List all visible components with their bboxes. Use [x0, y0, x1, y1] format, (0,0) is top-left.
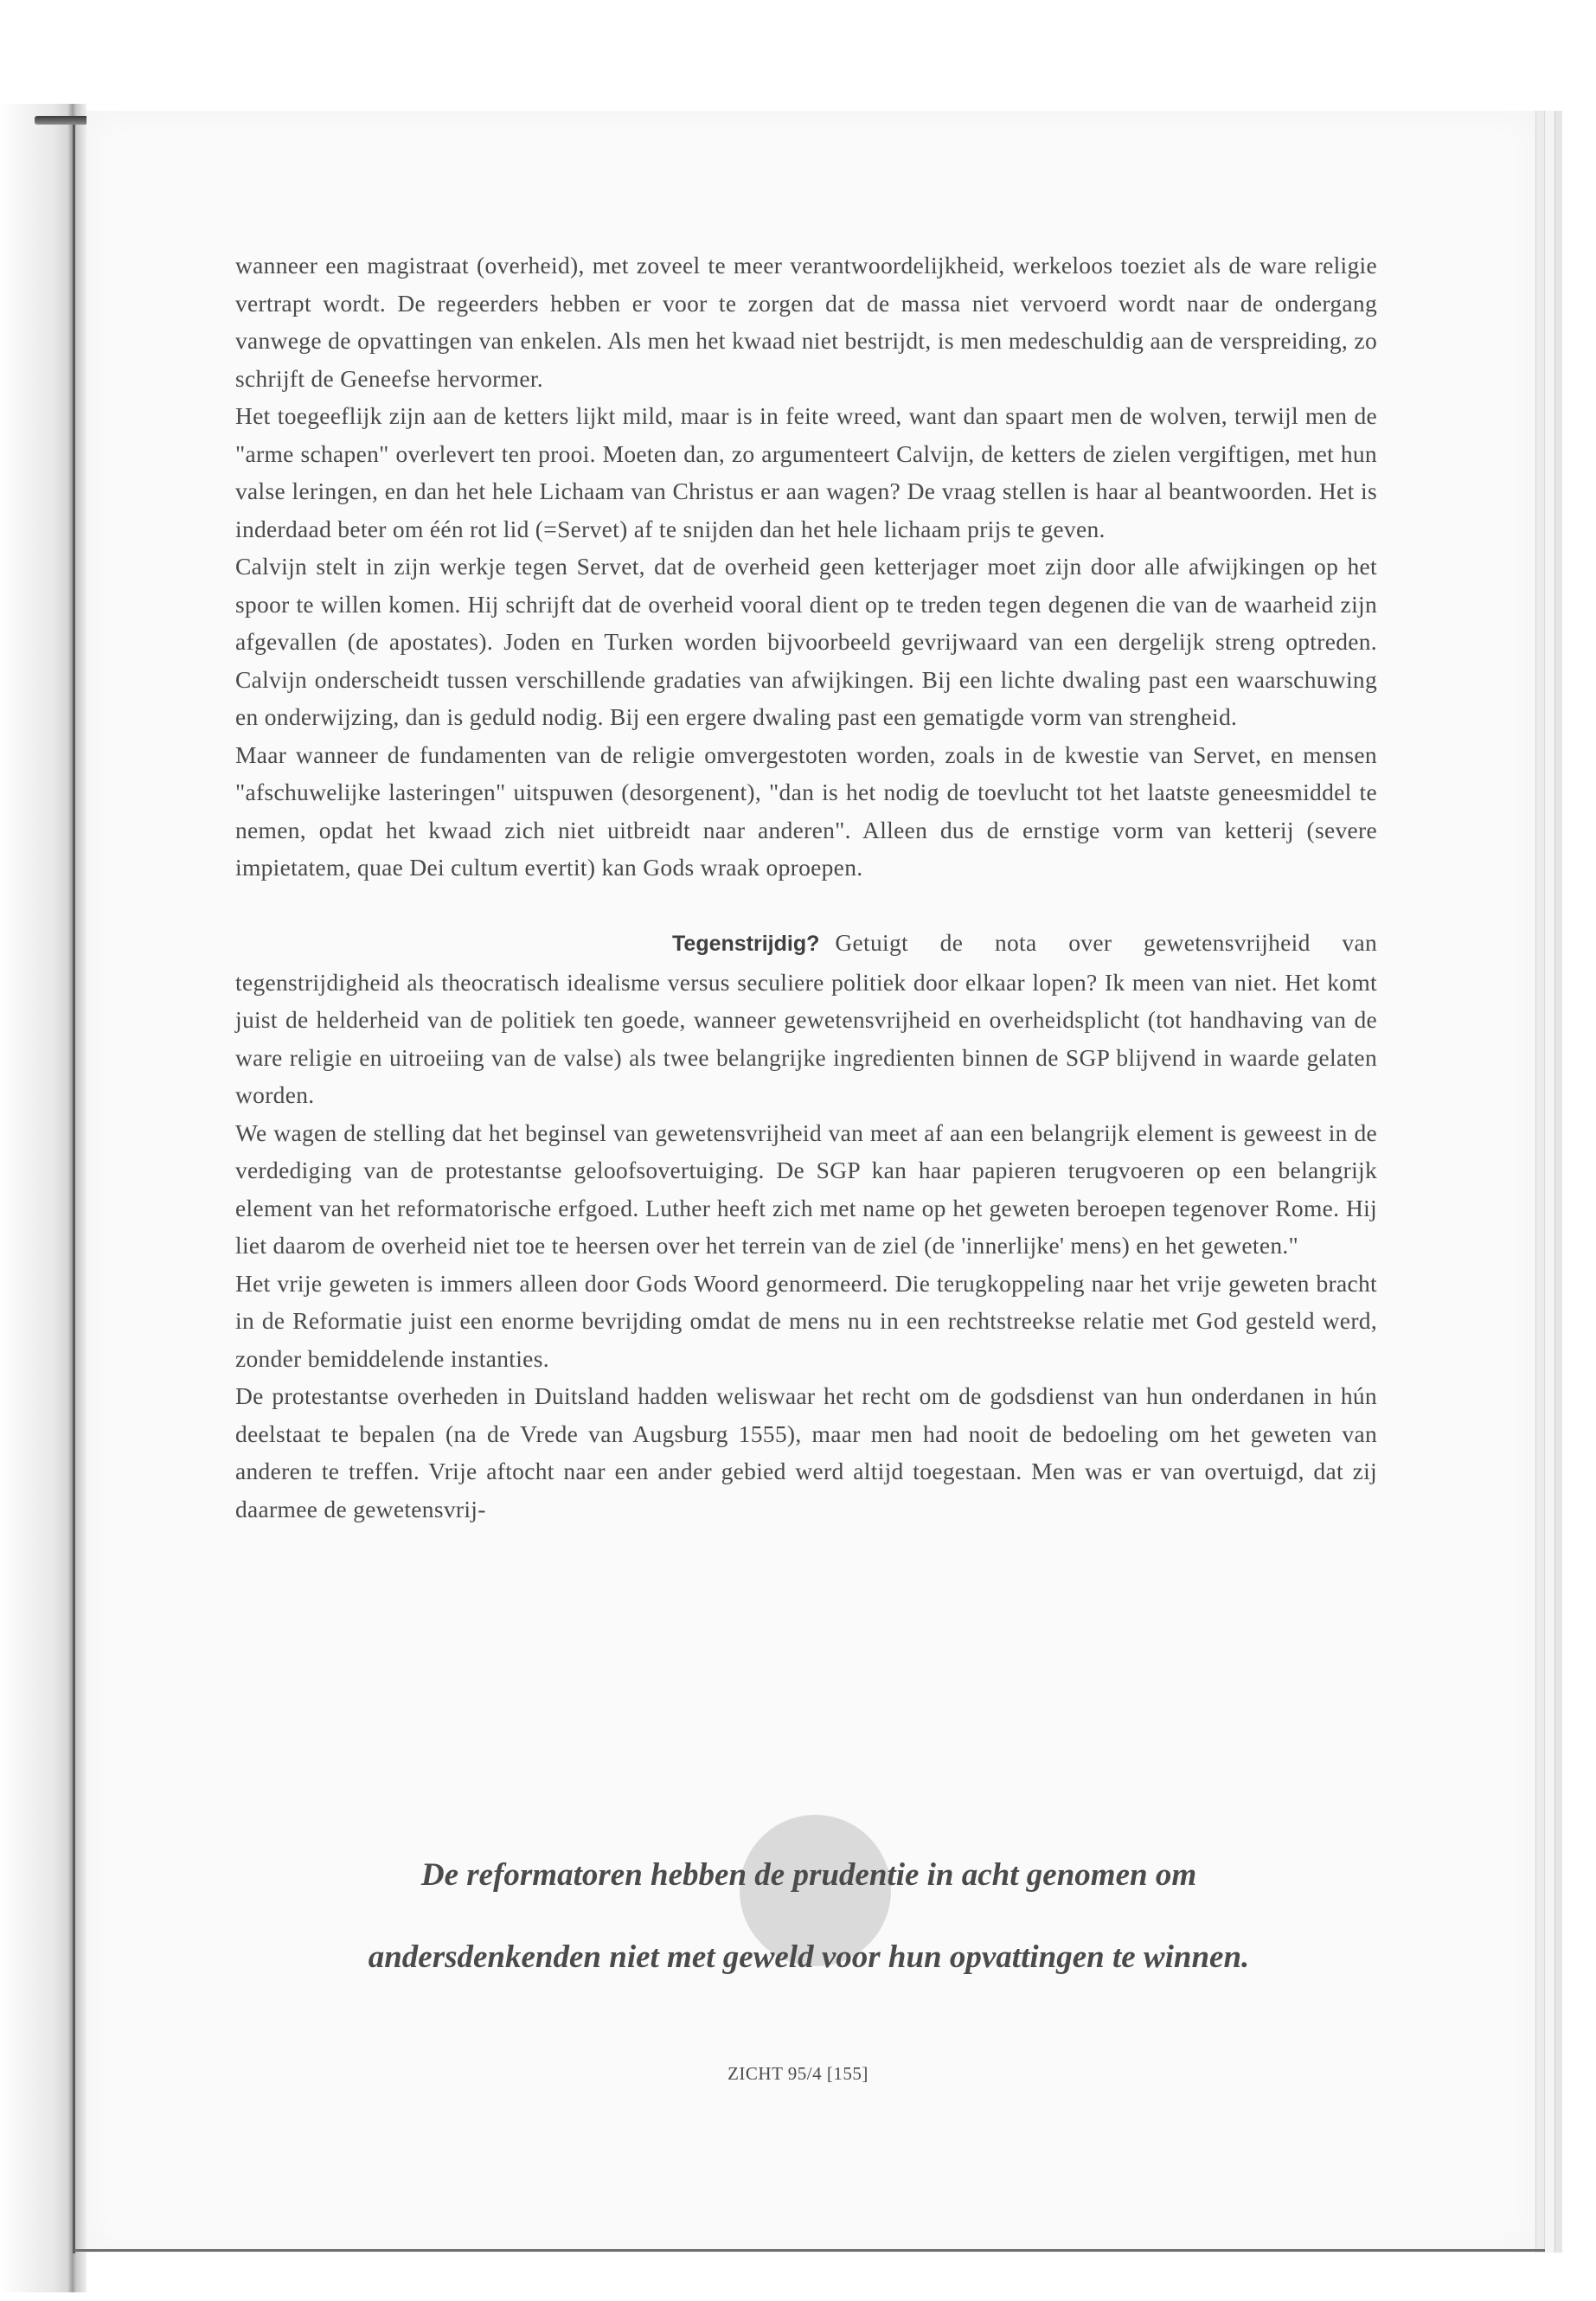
paragraph: Maar wanneer de fundamenten van de religie omvergestoten worden, zoals in de kwestie van Servet, en mensen "afschuwelijke lasteringen" uitspuwen (desorgenent), "dan is het nodig de toevlucht tot het laatste geneesmiddel te nemen, opdat het kwaad zich niet uitbreidt naar anderen". Alleen dus de ernstige vorm van ketterij (severe impietatem, quae Dei cultum evertit) kan Gods wraak oproepen.: [235, 740, 1377, 881]
paragraph: Het vrije geweten is immers alleen door Gods Woord genormeerd. Die terugkoppeling naar het vrije geweten bracht in de Reformatie juist een enorme bevrijding omdat de mens nu in een rechtstreekse relatie met God gesteld werd, zonder bemiddelende instanties.: [235, 1269, 1377, 1372]
page-edge: [1554, 111, 1562, 2253]
paragraph: De protestantse overheden in Duitsland hadden weliswaar het recht om de godsdienst van hun onderdanen in hún deelstaat te bepalen (na de Vrede van Augsburg 1555), maar men had nooit de bedoeling om het geweten van anderen te treffen. Vrije aftocht naar een ander gebied werd altijd toegestaan. Men was er van overtuigd, dat zij daarmee de gewetensvrij-: [235, 1382, 1377, 1522]
page-bottom-edge: [74, 2249, 1545, 2252]
section-paragraph: [235, 924, 1377, 1114]
pull-quote: [251, 1834, 1367, 1998]
paragraph: Calvijn stelt in zijn werkje tegen Servet, dat de overheid geen ketterjager moet zijn door alle afwijkingen op het spoor te willen komen. Hij schrijft dat de overheid vooral dient op te treden tegen degenen die van de waarheid zijn afgevallen (de apostates). Joden en Turken worden bijvoorbeeld gevrijwaard van een dergelijk streng optreden. Calvijn onderscheidt tussen verschillende gradaties van afwijkingen. Bij een lichte dwaling past een waarschuwing en onderwijzing, dan is geduld nodig. Bij een ergere dwaling past een gematigde vorm van strengheid.: [235, 553, 1377, 730]
pull-quote-line: andersdenkenden niet met geweld voor hun opvattingen te winnen.: [368, 1939, 1250, 1975]
page-folio: ZICHT 95/4 [155]: [727, 2063, 869, 2084]
paragraph: Het toegeeflijk zijn aan de ketters lijkt mild, maar is in feite wreed, want dan spaart men de wolven, terwijl men de "arme schapen" overlevert ten prooi. Moeten dan, zo argumenteert Calvijn, de ketters de zielen vergiftigen, met hun valse leringen, en dan het hele Lichaam van Christus er aan wagen? De vraag stellen is haar al beantwoorden. Het is inderdaad beter om één rot lid (=Servet) af te snijden dan het hele lichaam prijs te geven.: [235, 402, 1377, 542]
section-heading: Tegenstrijdig?: [672, 932, 820, 956]
binding-edge-line: [73, 121, 75, 2253]
pull-quote-line: De reformatoren hebben de prudentie in acht genomen om: [420, 1857, 1197, 1893]
paragraph: We wagen de stelling dat het beginsel van gewetensvrijheid van meet af aan een belangrijk element is geweest in de verdediging van de protestantse geloofsovertuiging. De SGP kan haar papieren terugvoeren op een belangrijk element van het reformatorische erfgoed. Luther heeft zich met name op het geweten beroepen tegenover Rome. Hij liet daarom de overheid niet toe te heersen over het terrein van de ziel (de 'innerlijke' mens) en het geweten.": [235, 1118, 1377, 1259]
paragraph: wanneer een magistraat (overheid), met zoveel te meer verantwoordelijkheid, werkeloos toeziet als de ware religie vertrapt wordt. De regeerders hebben er voor te zorgen dat de massa niet vervoerd wordt naar de ondergang vanwege de opvattingen van enkelen. Als men het kwaad niet bestrijdt, is men medeschuldig aan de verspreiding, zo schrijft de Geneefse hervormer.: [235, 252, 1377, 392]
section-paragraph-text: Getuigt de nota over gewetensvrijheid van tegenstrijdigheid als theocratisch idealisme versus seculiere politiek door elkaar lopen? Ik meen van niet. Het komt juist de helderheid van de politiek ten goede, wanneer gewetensvrijheid en overheidsplicht (tot handhaving van de ware religie en uitroeiing van de valse) als twee belangrijke ingredienten binnen de SGP blijvend in waarde gelaten worden.: [235, 929, 1377, 1108]
article-body: [235, 247, 1377, 1528]
